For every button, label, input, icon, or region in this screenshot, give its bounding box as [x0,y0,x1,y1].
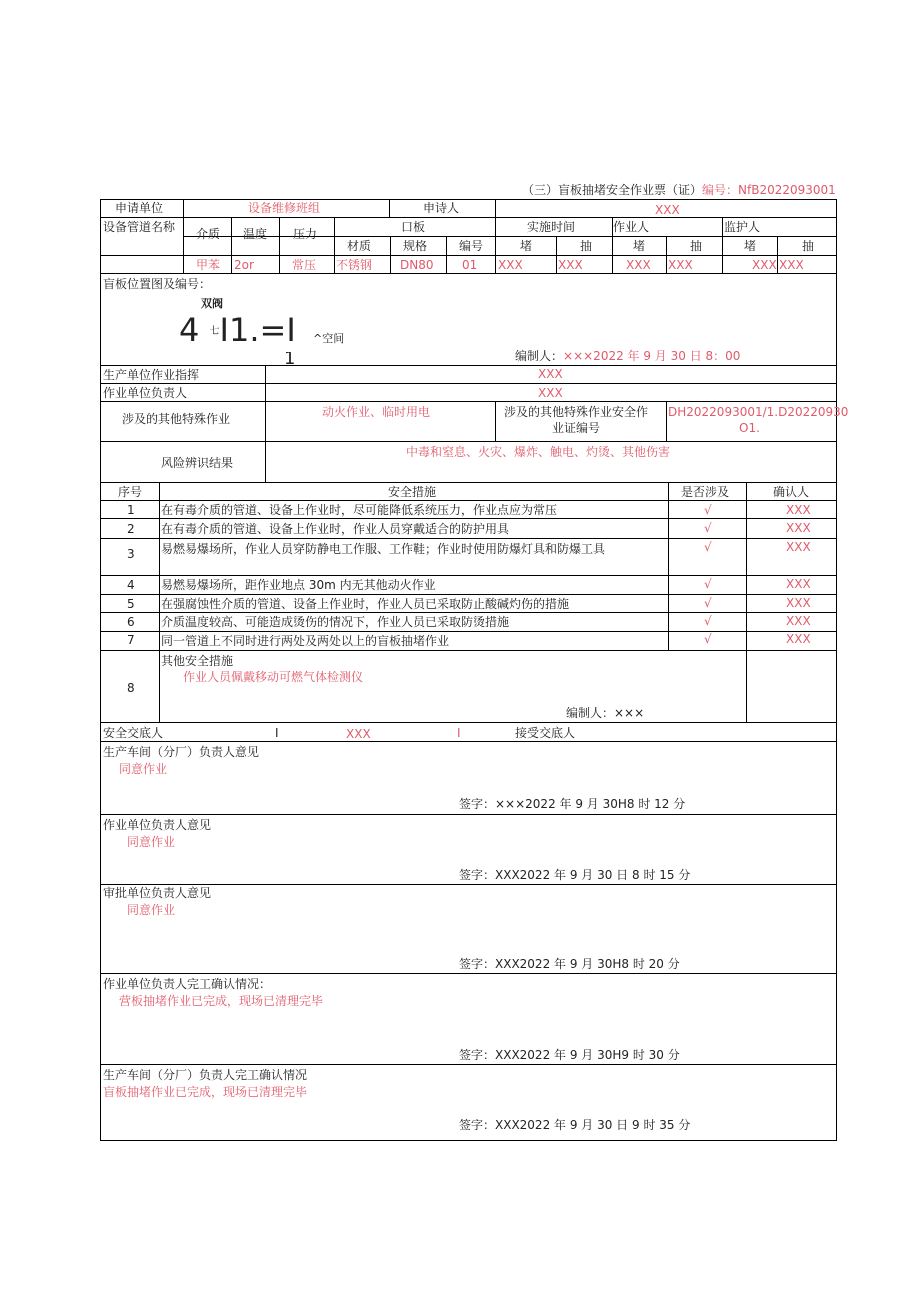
plate-label: 口板 [401,220,426,234]
measure-confirmer: XXX [786,521,811,535]
guard-label: 监护人 [724,220,761,234]
impl-pull-label: 抽 [580,239,593,253]
opinion-sign: 签字：×××2022 年 9 月 30H8 时 12 分 [459,797,686,811]
col-no-header: 序号 [118,485,143,499]
guard-pull-label: 抽 [802,239,815,253]
measure-text: 易燃易爆场所，作业人员穿防静电工作服、工作鞋；作业时使用防爆灯具和防爆工具 [161,542,606,556]
measure-check: √ [704,521,712,535]
guard-pull-value: XXX [779,258,804,272]
medium-value: 甲苯 [196,258,221,272]
valve-label: 双阀 [201,297,223,310]
applicant-value: XXX [655,203,680,217]
measure-no: 7 [127,633,135,647]
opinion-sign: 签字：XXX2022 年 9 月 30H9 时 30 分 [459,1048,680,1062]
spec-value: DN80 [400,258,434,272]
special-cert-value-1: DH2022093001/1.D20220930 [668,405,849,419]
leader-value: XXX [538,386,563,400]
opinion-label: 作业单位负责人意见 [103,818,212,832]
guard-block-value: XXX [752,258,777,272]
worker-block-value: XXX [626,258,651,272]
space-label: ^空间 [313,332,345,345]
temp-value: 2or [234,258,254,272]
material-label: 材质 [347,239,372,253]
plate-position-sketch [179,312,296,350]
applicant-label: 申诗人 [423,201,460,215]
other-measure-value: 作业人员佩戴移动可燃气体检测仪 [183,670,364,684]
measure-check: √ [704,577,712,591]
special-label: 涉及的其他特殊作业 [122,412,231,426]
measure-check: √ [704,632,712,646]
measure-confirmer: XXX [786,503,811,517]
risk-value: 中毒和窒息、火灾、爆炸、触电、灼烫、其他伤害 [406,445,671,459]
handover-sep-1: I [275,726,279,740]
diagram-author-value: ×××2022 年 9 月 30 日 8：00 [563,349,741,363]
measure-confirmer: XXX [786,614,811,628]
measure-text: 在强腐蚀性介质的管道、设备上作业时，作业人员已采取防止酸碱灼伤的措施 [161,597,570,611]
measure-check: √ [704,596,712,610]
sketch-rest: I1.=I [219,311,296,349]
handover-giver-value: XXX [346,727,371,741]
handover-sep-2: I [457,726,461,740]
num-value: 01 [462,258,478,272]
temp-label: 温度 [243,227,268,241]
measure-check: √ [704,540,712,554]
measure-no: 3 [127,547,135,561]
opinion-value: 同意作业 [119,762,168,776]
measure-confirmer: XXX [786,632,811,646]
opinion-value: 同意作业 [127,835,176,849]
worker-pull-value: XXX [668,258,693,272]
measure-confirmer: XXX [786,577,811,591]
handover-giver-label: 安全交底人 [103,726,164,740]
risk-label: 风险辨识结果 [161,456,234,470]
opinion-sign: 签字：XXX2022 年 9 月 30 日 9 时 35 分 [459,1118,691,1132]
measure-check: √ [704,503,712,517]
measure-text: 在有毒介质的管道、设备上作业时，尽可能降低系统压力，作业点应为常压 [161,503,558,517]
opinion-label: 审批单位负责人意见 [103,886,212,900]
opinion-value: 盲板抽堵作业已完成，现场已清理完毕 [103,1085,308,1099]
opinion-sign: 签字：XXX2022 年 9 月 30 日 8 时 15 分 [459,868,691,882]
special-cert-label-1: 涉及的其他特殊作业安全作 [504,405,649,419]
measure-no: 5 [127,597,135,611]
guard-block-label: 堵 [744,239,757,253]
worker-label: 作业人 [613,220,650,234]
special-cert-value-2: O1. [739,421,760,435]
worker-block-label: 堵 [633,239,646,253]
col-involved-header: 是否涉及 [681,485,730,499]
sketch-small: 七 [209,326,220,337]
measure-no: 4 [127,578,135,592]
opinion-sign: 签字：XXX2022 年 9 月 30H8 时 20 分 [459,957,680,971]
sketch-mark: 1 [284,352,296,364]
doc-number: 编号：NfB2022093001 [702,183,836,197]
measure-text: 易燃易爆场所，距作业地点 30m 内无其他动火作业 [161,578,436,592]
opinion-label: 生产车间（分厂）负责人完工确认情况 [103,1068,308,1082]
special-cert-label-2: 业证编号 [552,421,601,435]
handover-receiver-label: 接受交底人 [515,726,576,740]
other-measure-no: 8 [127,681,135,695]
impl-block-value: XXX [498,258,523,272]
measure-text: 在有毒介质的管道、设备上作业时，作业人员穿戴适合的防护用具 [161,522,510,536]
doc-title-line [522,181,836,198]
diagram-label: 盲板位置图及编号： [103,277,212,291]
spec-label: 规格 [403,239,428,253]
other-measure-author: 编制人：××× [566,706,645,720]
opinion-value: 同意作业 [127,903,176,917]
num-label: 编号 [459,239,484,253]
measure-text: 同一管道上不同时进行两处及两处以上的盲板抽堵作业 [161,634,450,648]
measure-no: 6 [127,615,135,629]
pressure-label: 压力 [293,227,318,241]
measure-check: √ [704,614,712,628]
medium-label: 介质 [196,227,221,241]
opinion-label: 作业单位负责人完工确认情况： [103,977,272,991]
doc-title: （三）盲板抽堵安全作业票（证） [522,183,703,197]
measure-no: 1 [127,503,135,517]
material-value: 不锈钢 [336,258,373,272]
diagram-author [515,349,740,363]
other-measure-label: 其他安全措施 [161,654,234,668]
measure-confirmer: XXX [786,540,811,554]
apply-unit-value: 设备维修班组 [248,201,321,215]
sketch-main: 4 [179,311,200,349]
opinion-value: 营板抽堵作业已完成，现场已清理完毕 [119,994,324,1008]
apply-unit-label: 申请单位 [115,201,164,215]
col-measure-header: 安全措施 [388,485,437,499]
impl-block-label: 堵 [520,239,533,253]
col-confirm-header: 确认人 [773,485,810,499]
measure-no: 2 [127,522,135,536]
special-value: 动火作业、临时用电 [322,405,431,419]
worker-pull-label: 抽 [690,239,703,253]
commander-value: XXX [538,367,563,381]
opinion-label: 生产车间（分厂）负责人意见 [103,745,260,759]
commander-label: 生产单位作业指挥 [103,368,200,382]
pressure-value: 常压 [292,258,317,272]
measure-confirmer: XXX [786,596,811,610]
measure-text: 介质温度较高、可能造成烫伤的情况下，作业人员已采取防烫措施 [161,615,510,629]
diagram-author-label: 编制人： [515,349,564,363]
impl-pull-value: XXX [558,258,583,272]
pipe-name-label: 设备管道名称 [103,220,176,234]
leader-label: 作业单位负责人 [103,386,188,400]
impl-time-label: 实施时间 [527,220,576,234]
